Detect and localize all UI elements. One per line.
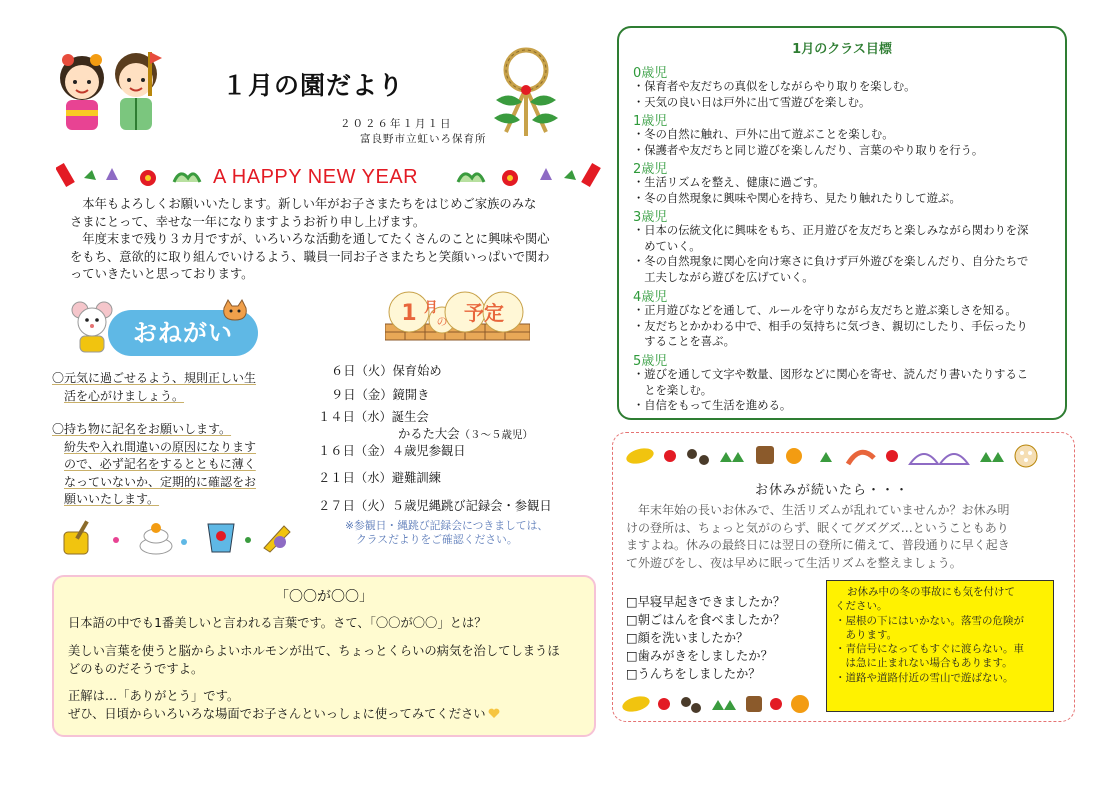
intro-line: さまにとって、幸せな一年になりますようお祈り申し上げます。 <box>70 214 426 229</box>
onegai-badge: おねがい <box>108 310 258 356</box>
goal-list <box>633 367 1028 414</box>
intro-greeting <box>70 196 610 284</box>
class-goals-title: 1月のクラス目標 <box>792 42 892 57</box>
goal-list <box>633 303 1028 350</box>
new-year-ornament-left-icon <box>56 160 206 194</box>
schedule-item: ２１日（水）避難訓練 <box>318 471 441 485</box>
intro-line: 年度末まで残り３カ月ですが、いろいろな活動を通してたくさんのことに興味や関心 <box>70 232 550 246</box>
quiz-question: 日本語の中でも1番美しいと言われる言葉です。さて、「〇〇が〇〇」とは？ <box>68 616 487 630</box>
request-item-2: 〇持ち物に記名をお願いします。 紛失や入れ間違いの原因になります ので、必ず記名をするとともに薄く なっていないか、定期的に確認をお 願いいたします。 <box>52 422 257 506</box>
schedule-title-no: の <box>436 315 448 328</box>
intro-line: っていきたいと思っております。 <box>70 267 254 281</box>
age-label: 2歳児 <box>633 162 668 177</box>
age-label: 3歳児 <box>633 210 668 225</box>
schedule-item: ９日（金）鏡開き <box>331 388 430 402</box>
class-goals-box <box>617 26 1067 420</box>
schedule-title-num: 1 <box>401 301 417 326</box>
children-kimono-illustration <box>44 44 172 132</box>
winter-safety-box <box>826 580 1054 712</box>
winter-item: お休み中の冬の事故にも気を付けて <box>847 586 1015 598</box>
winter-item: ください。 <box>835 600 888 613</box>
holiday-title: お休みが続いたら・・・ <box>755 483 910 498</box>
osechi-food-border-bottom-icon <box>620 690 820 718</box>
intro-line: をもち、意欲的に取り組んでいけるよう、職員一同お子さまたちと笑顔いっぱいで関わ <box>70 249 550 264</box>
winter-item: ・屋根の下にはいかない。落雪の危険が <box>835 614 1024 627</box>
schedule-note: ※参観日・縄跳び記録会につきましては、 クラスだよりをご確認ください。 <box>345 519 549 546</box>
quiz-box <box>52 575 596 737</box>
goal-item: ・友だちとかかわる中で、相手の気持ちに気づき、親切にしたり、手伝ったり <box>633 319 1028 333</box>
check-item: □早寝早起きできましたか？ <box>626 595 786 609</box>
check-item: □うんちをしましたか？ <box>626 667 761 681</box>
osechi-food-border-top-icon <box>624 440 1064 470</box>
schedule-title-end: 予定 <box>464 301 504 325</box>
holiday-text: 年末年始の長いお休みで、生活リズムが乱れていませんか？お休み明 けの登所は、ちょっと気がのらず、眠くてグズグズ…ということもあり ますよね。休みの最終日には翌日の登所に備えて、普段通りに早く起き て外遊びをし、夜は早めに眠って生活リズムを整えましょう。 <box>626 503 1010 570</box>
goal-list <box>633 127 983 158</box>
goal-item: ・自信をもって生活を進める。 <box>633 399 792 412</box>
schedule-item: １４日（水）誕生会 <box>318 410 429 424</box>
goal-item: ・冬の自然現象に興味や関心を持ち、見たり触れたりして遊ぶ。 <box>633 191 961 205</box>
quiz-answer: 正解は…「ありがとう」です。 ぜひ、日頃からいろいろな場面でお子さんといっしょに使ってみてください <box>68 688 500 723</box>
schedule-item: ６日（火）保育始め <box>331 364 442 378</box>
page-title: １月の園だより <box>222 71 405 100</box>
goal-list <box>633 175 961 206</box>
mouse-illustration <box>70 300 114 354</box>
winter-item: は急に止まれない場合もあります。 <box>835 657 1013 670</box>
new-year-ornament-right-icon <box>452 160 602 194</box>
goal-item: ・正月遊びなどを通して、ルールを守りながら友だちと遊ぶ楽しさを知る。 <box>633 304 1017 317</box>
new-year-toys-illustration <box>58 518 298 558</box>
quiz-explanation: 美しい言葉を使うと脳からよいホルモンが出て、ちょっとくらいの病気を治してしまうほ どのものだそうですよ。 <box>68 644 560 676</box>
issue-date: ２０２６年１月１日 <box>340 118 453 130</box>
check-item: □歯みがきをしましたか？ <box>626 649 773 663</box>
quiz-title: 「〇〇が〇〇」 <box>275 589 373 605</box>
goal-list <box>633 223 1028 285</box>
schedule-item: １６日（金）４歳児参観日 <box>318 444 466 458</box>
shimekazari-illustration <box>486 40 566 140</box>
happy-new-year-banner: A HAPPY NEW YEAR <box>213 166 419 188</box>
goal-item: ・日本の伝統文化に興味をもち、正月遊びを友だちと楽しみながら関わりを深 <box>633 224 1029 237</box>
goal-item: ・生活リズムを整え、健康に過ごす。 <box>633 176 825 189</box>
age-label: 5歳児 <box>633 354 668 369</box>
cat-illustration <box>220 298 250 322</box>
winter-item: ・道路や道路付近の雪山で遊ばない。 <box>835 671 1014 684</box>
goal-item: ・冬の自然現象に関心を向け寒さに負けず戸外遊びを楽しんだり、自分たちで <box>633 255 1029 268</box>
goal-item: ・保育者や友だちの真似をしながらやり取りを楽しむ。 <box>633 80 916 93</box>
intro-line: 本年もよろしくお願いいたします。新しい年がお子さまたちをはじめご家族のみな <box>70 197 537 211</box>
schedule-item: かるた大会（３～５歳児） <box>398 427 533 441</box>
goal-item: ・保護者や友だちと同じ遊びを楽しんだり、言葉のやり取りを行う。 <box>633 143 984 157</box>
goal-item: することを喜ぶ。 <box>633 335 735 348</box>
schedule-title-mid: 月 <box>424 300 438 316</box>
school-name: 富良野市立虹いろ保育所 <box>360 133 487 145</box>
winter-item: あります。 <box>835 628 898 641</box>
age-label: 1歳児 <box>633 114 668 129</box>
check-item: □朝ごはんを食べましたか？ <box>626 613 786 627</box>
heart-icon <box>488 708 500 719</box>
goal-item: めていく。 <box>633 239 701 253</box>
age-label: 0歳児 <box>633 66 668 81</box>
goal-list <box>633 79 915 110</box>
check-item: □顔を洗いましたか？ <box>626 631 749 645</box>
age-label: 4歳児 <box>633 290 668 305</box>
goal-item: ・遊びを通して文字や数量、図形などに関心を寄せ、読んだり書いたりするこ <box>633 368 1029 381</box>
goal-item: とを楽しむ。 <box>633 383 713 397</box>
schedule-title-graphic <box>385 290 530 342</box>
goal-item: ・天気の良い日は戸外に出て雪遊びを楽しむ。 <box>633 95 871 109</box>
goal-item: ・冬の自然に触れ、戸外に出て遊ぶことを楽しむ。 <box>633 128 894 141</box>
winter-item: ・青信号になってもすぐに渡らない。車 <box>835 643 1024 656</box>
goal-item: 工夫しながら遊びを広げていく。 <box>633 270 814 284</box>
schedule-item: ２７日（火）５歳児縄跳び記録会・参観日 <box>318 499 552 513</box>
request-item-1: 〇元気に過ごせるよう、規則正しい生 活を心がけましょう。 <box>52 371 257 403</box>
